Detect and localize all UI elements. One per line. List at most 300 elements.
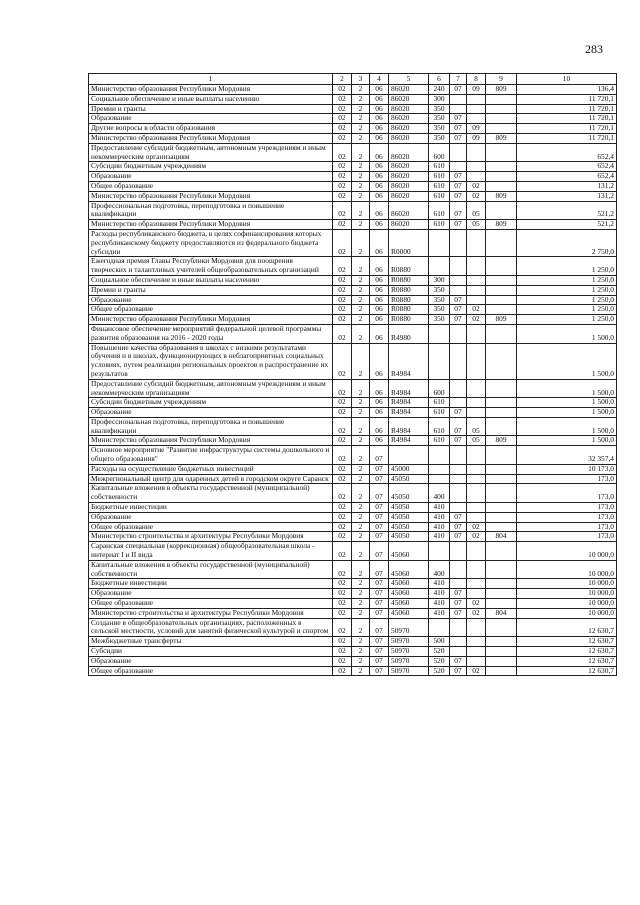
item-name-cell: Образование: [89, 172, 333, 182]
code-section-cell: 07: [450, 85, 467, 95]
item-name-cell: Министерство строительства и архитектуры Республики Мордовия: [89, 532, 333, 542]
code-section-cell: [450, 398, 467, 408]
code-section-cell: [450, 285, 467, 295]
code-section-cell: 07: [450, 220, 467, 230]
amount-cell: 1 250,0: [517, 315, 617, 325]
amount-cell: 1 500,0: [517, 343, 617, 379]
code-section-cell: 07: [450, 191, 467, 201]
code-event-cell: 07: [370, 446, 389, 465]
code-ministry-cell: [486, 181, 517, 191]
code-ministry-cell: [486, 229, 517, 256]
code-section-cell: [450, 503, 467, 513]
table-row: [89, 162, 617, 172]
code-program-cell: 02: [333, 464, 352, 474]
code-subprogram-cell: 2: [352, 201, 370, 220]
code-direction-cell: [389, 446, 429, 465]
item-name-cell: Бюджетные инвестиции: [89, 579, 333, 589]
code-event-cell: 06: [370, 85, 389, 95]
code-program-cell: 02: [333, 503, 352, 513]
code-ministry-cell: [486, 656, 517, 666]
code-subsection-cell: 02: [467, 315, 486, 325]
table-row: [89, 275, 617, 285]
code-ministry-cell: 809: [486, 436, 517, 446]
code-expense-type-cell: 410: [429, 532, 450, 542]
code-ministry-cell: [486, 114, 517, 124]
table-row: [89, 503, 617, 513]
code-subsection-cell: [467, 474, 486, 484]
code-subsection-cell: [467, 503, 486, 513]
code-subprogram-cell: 2: [352, 285, 370, 295]
code-program-cell: 02: [333, 124, 352, 134]
code-subsection-cell: [467, 579, 486, 589]
code-subprogram-cell: 2: [352, 94, 370, 104]
code-expense-type-cell: [429, 542, 450, 561]
table-row: [89, 512, 617, 522]
table-row: [89, 408, 617, 418]
code-section-cell: 07: [450, 124, 467, 134]
item-name-cell: Социальное обеспечение и иные выплаты населению: [89, 275, 333, 285]
code-expense-type-cell: 350: [429, 133, 450, 143]
code-expense-type-cell: 300: [429, 275, 450, 285]
code-direction-cell: 45050: [389, 484, 429, 503]
table-row: [89, 579, 617, 589]
table-row: [89, 220, 617, 230]
item-name-cell: Общее образование: [89, 305, 333, 315]
code-ministry-cell: [486, 522, 517, 532]
code-event-cell: 07: [370, 618, 389, 637]
item-name-cell: Общее образование: [89, 181, 333, 191]
code-section-cell: 07: [450, 133, 467, 143]
code-program-cell: 02: [333, 446, 352, 465]
code-event-cell: 07: [370, 637, 389, 647]
code-subprogram-cell: 2: [352, 275, 370, 285]
code-direction-cell: R4984: [389, 379, 429, 398]
code-program-cell: 02: [333, 324, 352, 343]
amount-cell: 1 250,0: [517, 285, 617, 295]
code-subprogram-cell: 2: [352, 324, 370, 343]
code-direction-cell: 45050: [389, 503, 429, 513]
code-subsection-cell: [467, 275, 486, 285]
page-number: 283: [585, 42, 603, 56]
code-ministry-cell: [486, 162, 517, 172]
code-program-cell: 02: [333, 637, 352, 647]
budget-table: [88, 73, 617, 676]
code-subsection-cell: [467, 162, 486, 172]
code-event-cell: 06: [370, 181, 389, 191]
amount-cell: 652,4: [517, 172, 617, 182]
code-event-cell: 06: [370, 104, 389, 114]
code-subsection-cell: [467, 143, 486, 162]
code-expense-type-cell: 410: [429, 589, 450, 599]
code-section-cell: 07: [450, 295, 467, 305]
code-ministry-cell: [486, 285, 517, 295]
code-ministry-cell: [486, 379, 517, 398]
code-subprogram-cell: 2: [352, 295, 370, 305]
code-direction-cell: 50970: [389, 647, 429, 657]
amount-cell: 173,0: [517, 532, 617, 542]
code-subprogram-cell: 2: [352, 398, 370, 408]
code-program-cell: 02: [333, 162, 352, 172]
amount-cell: 1 250,0: [517, 305, 617, 315]
code-subprogram-cell: 2: [352, 124, 370, 134]
code-subsection-cell: 02: [467, 191, 486, 201]
code-ministry-cell: [486, 666, 517, 676]
column-header: 2: [333, 74, 352, 85]
item-name-cell: Образование: [89, 512, 333, 522]
code-expense-type-cell: 300: [429, 94, 450, 104]
item-name-cell: Предоставление субсидий бюджетным, автономным учреждениям и иным некоммерческим организациям: [89, 143, 333, 162]
code-direction-cell: 50970: [389, 656, 429, 666]
item-name-cell: Образование: [89, 656, 333, 666]
code-section-cell: [450, 484, 467, 503]
code-expense-type-cell: 350: [429, 285, 450, 295]
code-event-cell: 07: [370, 474, 389, 484]
code-event-cell: 06: [370, 124, 389, 134]
code-section-cell: [450, 343, 467, 379]
amount-cell: 32 357,4: [517, 446, 617, 465]
code-program-cell: 02: [333, 589, 352, 599]
code-subsection-cell: [467, 647, 486, 657]
code-subprogram-cell: 2: [352, 589, 370, 599]
code-ministry-cell: [486, 275, 517, 285]
item-name-cell: Расходы на осуществление бюджетных инвестиций: [89, 464, 333, 474]
code-ministry-cell: [486, 589, 517, 599]
code-expense-type-cell: [429, 257, 450, 276]
code-program-cell: 02: [333, 408, 352, 418]
code-event-cell: 06: [370, 201, 389, 220]
code-subsection-cell: [467, 295, 486, 305]
code-ministry-cell: [486, 417, 517, 436]
item-name-cell: Министерство образования Республики Мордовия: [89, 133, 333, 143]
code-expense-type-cell: [429, 324, 450, 343]
table-row: [89, 637, 617, 647]
code-expense-type-cell: 610: [429, 398, 450, 408]
code-event-cell: 06: [370, 408, 389, 418]
code-section-cell: 07: [450, 172, 467, 182]
item-name-cell: Министерство образования Республики Мордовия: [89, 191, 333, 201]
code-section-cell: 07: [450, 408, 467, 418]
code-ministry-cell: [486, 542, 517, 561]
code-subprogram-cell: 2: [352, 181, 370, 191]
amount-cell: 1 500,0: [517, 379, 617, 398]
amount-cell: 1 250,0: [517, 295, 617, 305]
table-row: [89, 94, 617, 104]
code-direction-cell: R0880: [389, 257, 429, 276]
code-section-cell: 07: [450, 599, 467, 609]
code-event-cell: 07: [370, 542, 389, 561]
amount-cell: 10 000,0: [517, 608, 617, 618]
code-event-cell: 06: [370, 295, 389, 305]
code-program-cell: 02: [333, 229, 352, 256]
code-ministry-cell: [486, 484, 517, 503]
table-row: [89, 191, 617, 201]
code-ministry-cell: [486, 124, 517, 134]
code-subsection-cell: [467, 512, 486, 522]
code-subsection-cell: 05: [467, 220, 486, 230]
code-section-cell: [450, 257, 467, 276]
code-program-cell: 02: [333, 417, 352, 436]
table-row: [89, 398, 617, 408]
item-name-cell: Бюджетные инвестиции: [89, 503, 333, 513]
code-program-cell: 02: [333, 579, 352, 589]
code-subprogram-cell: 2: [352, 542, 370, 561]
code-direction-cell: R0880: [389, 305, 429, 315]
code-ministry-cell: [486, 512, 517, 522]
code-ministry-cell: [486, 143, 517, 162]
table-row: [89, 229, 617, 256]
code-ministry-cell: [486, 474, 517, 484]
amount-cell: 173,0: [517, 512, 617, 522]
code-event-cell: 06: [370, 315, 389, 325]
code-ministry-cell: [486, 305, 517, 315]
code-ministry-cell: [486, 503, 517, 513]
column-header: 1: [89, 74, 333, 85]
code-expense-type-cell: 240: [429, 85, 450, 95]
table-row: [89, 656, 617, 666]
code-subsection-cell: [467, 446, 486, 465]
code-subsection-cell: [467, 94, 486, 104]
amount-cell: 1 250,0: [517, 275, 617, 285]
code-subprogram-cell: 2: [352, 618, 370, 637]
code-expense-type-cell: 350: [429, 305, 450, 315]
code-expense-type-cell: 400: [429, 484, 450, 503]
code-expense-type-cell: 610: [429, 201, 450, 220]
code-section-cell: [450, 162, 467, 172]
code-event-cell: 07: [370, 579, 389, 589]
code-subsection-cell: 02: [467, 305, 486, 315]
item-name-cell: Образование: [89, 589, 333, 599]
code-direction-cell: 86020: [389, 201, 429, 220]
code-section-cell: [450, 275, 467, 285]
code-ministry-cell: [486, 579, 517, 589]
code-section-cell: 07: [450, 656, 467, 666]
table-row: [89, 315, 617, 325]
code-section-cell: [450, 618, 467, 637]
code-expense-type-cell: 350: [429, 114, 450, 124]
code-subprogram-cell: 2: [352, 379, 370, 398]
code-program-cell: 02: [333, 257, 352, 276]
code-ministry-cell: 809: [486, 191, 517, 201]
code-program-cell: 02: [333, 398, 352, 408]
code-event-cell: 06: [370, 305, 389, 315]
code-subsection-cell: 09: [467, 133, 486, 143]
amount-cell: 521,2: [517, 220, 617, 230]
amount-cell: 1 500,0: [517, 417, 617, 436]
code-ministry-cell: 809: [486, 220, 517, 230]
code-event-cell: 06: [370, 162, 389, 172]
code-expense-type-cell: [429, 474, 450, 484]
code-expense-type-cell: 610: [429, 436, 450, 446]
code-subsection-cell: [467, 257, 486, 276]
code-subprogram-cell: 2: [352, 162, 370, 172]
code-subsection-cell: 02: [467, 599, 486, 609]
code-direction-cell: R0880: [389, 315, 429, 325]
code-section-cell: [450, 579, 467, 589]
code-ministry-cell: [486, 295, 517, 305]
table-row: [89, 85, 617, 95]
table-row: [89, 560, 617, 579]
column-header: 3: [352, 74, 370, 85]
code-section-cell: [450, 560, 467, 579]
code-subprogram-cell: 2: [352, 560, 370, 579]
code-subsection-cell: [467, 324, 486, 343]
code-event-cell: 07: [370, 656, 389, 666]
code-ministry-cell: [486, 94, 517, 104]
code-ministry-cell: [486, 560, 517, 579]
code-direction-cell: 45060: [389, 608, 429, 618]
code-subsection-cell: 05: [467, 436, 486, 446]
amount-cell: 12 630,7: [517, 637, 617, 647]
code-event-cell: 06: [370, 220, 389, 230]
code-program-cell: 02: [333, 532, 352, 542]
code-section-cell: 07: [450, 305, 467, 315]
item-name-cell: Образование: [89, 114, 333, 124]
code-subprogram-cell: 2: [352, 474, 370, 484]
code-expense-type-cell: 520: [429, 666, 450, 676]
code-subsection-cell: [467, 379, 486, 398]
amount-cell: 521,2: [517, 201, 617, 220]
code-subprogram-cell: 2: [352, 599, 370, 609]
code-expense-type-cell: 410: [429, 579, 450, 589]
code-subsection-cell: 02: [467, 608, 486, 618]
table-row: [89, 143, 617, 162]
table-row: [89, 133, 617, 143]
code-program-cell: 02: [333, 522, 352, 532]
item-name-cell: Субсидии: [89, 647, 333, 657]
amount-cell: 11 720,1: [517, 114, 617, 124]
code-expense-type-cell: [429, 343, 450, 379]
amount-cell: 12 630,7: [517, 656, 617, 666]
code-direction-cell: R0880: [389, 295, 429, 305]
code-event-cell: 07: [370, 503, 389, 513]
code-subprogram-cell: 2: [352, 257, 370, 276]
code-subprogram-cell: 2: [352, 512, 370, 522]
table-row: [89, 305, 617, 315]
item-name-cell: Создание в общеобразовательных организациях, расположенных в сельской местности, условий для занятий физической культурой и спортом: [89, 618, 333, 637]
code-expense-type-cell: [429, 464, 450, 474]
item-name-cell: Министерство образования Республики Мордовия: [89, 85, 333, 95]
code-section-cell: [450, 379, 467, 398]
table-row: [89, 436, 617, 446]
code-subsection-cell: [467, 656, 486, 666]
code-program-cell: 02: [333, 172, 352, 182]
code-direction-cell: 45050: [389, 474, 429, 484]
code-ministry-cell: [486, 104, 517, 114]
amount-cell: 1 250,0: [517, 257, 617, 276]
code-program-cell: 02: [333, 295, 352, 305]
code-subsection-cell: [467, 637, 486, 647]
code-ministry-cell: [486, 599, 517, 609]
code-program-cell: 02: [333, 114, 352, 124]
code-ministry-cell: [486, 618, 517, 637]
item-name-cell: Капитальные вложения в объекты государственной (муниципальной) собственности: [89, 484, 333, 503]
code-section-cell: [450, 474, 467, 484]
column-header: 9: [486, 74, 517, 85]
code-ministry-cell: 809: [486, 133, 517, 143]
item-name-cell: Повышение качества образования в школах с низкими результатами обучения и в школах, функционирующих в неблагоприятных социальных условиях, путем реализации региональных проектов и распространение их результатов: [89, 343, 333, 379]
code-section-cell: 07: [450, 201, 467, 220]
code-subsection-cell: 05: [467, 201, 486, 220]
code-direction-cell: 86020: [389, 191, 429, 201]
table-row: [89, 484, 617, 503]
code-expense-type-cell: 610: [429, 162, 450, 172]
code-section-cell: [450, 143, 467, 162]
code-subprogram-cell: 2: [352, 408, 370, 418]
table-row: [89, 181, 617, 191]
table-row: [89, 522, 617, 532]
code-subprogram-cell: 2: [352, 343, 370, 379]
code-subsection-cell: [467, 114, 486, 124]
code-subsection-cell: [467, 229, 486, 256]
code-expense-type-cell: 410: [429, 608, 450, 618]
item-name-cell: Общее образование: [89, 522, 333, 532]
amount-cell: 10 000,0: [517, 579, 617, 589]
code-event-cell: 07: [370, 512, 389, 522]
code-subsection-cell: [467, 542, 486, 561]
code-ministry-cell: [486, 172, 517, 182]
item-name-cell: Премии и гранты: [89, 104, 333, 114]
code-program-cell: 02: [333, 656, 352, 666]
table-row: [89, 618, 617, 637]
code-direction-cell: R4984: [389, 398, 429, 408]
code-direction-cell: 45050: [389, 532, 429, 542]
item-name-cell: Предоставление субсидий бюджетным, автономным учреждениям и иным некоммерческим организациям: [89, 379, 333, 398]
code-program-cell: 02: [333, 343, 352, 379]
table-row: [89, 104, 617, 114]
item-name-cell: Субсидии бюджетным учреждениям: [89, 398, 333, 408]
code-expense-type-cell: 520: [429, 647, 450, 657]
table-row: [89, 608, 617, 618]
amount-cell: 11 720,1: [517, 94, 617, 104]
code-ministry-cell: [486, 446, 517, 465]
code-section-cell: [450, 229, 467, 256]
code-expense-type-cell: 350: [429, 104, 450, 114]
code-ministry-cell: [486, 343, 517, 379]
code-subprogram-cell: 2: [352, 647, 370, 657]
amount-cell: 11 720,1: [517, 124, 617, 134]
code-section-cell: 07: [450, 181, 467, 191]
code-expense-type-cell: [429, 229, 450, 256]
amount-cell: 173,0: [517, 474, 617, 484]
code-subsection-cell: 09: [467, 85, 486, 95]
item-name-cell: Субсидии бюджетным учреждениям: [89, 162, 333, 172]
code-section-cell: [450, 637, 467, 647]
code-subsection-cell: 02: [467, 181, 486, 191]
code-section-cell: [450, 324, 467, 343]
code-direction-cell: 86020: [389, 220, 429, 230]
code-subprogram-cell: 2: [352, 191, 370, 201]
amount-cell: 1 500,0: [517, 398, 617, 408]
code-subsection-cell: [467, 484, 486, 503]
table-row: [89, 542, 617, 561]
code-ministry-cell: [486, 201, 517, 220]
code-program-cell: 02: [333, 220, 352, 230]
code-subprogram-cell: 2: [352, 417, 370, 436]
table-body: [89, 85, 617, 676]
code-subprogram-cell: 2: [352, 220, 370, 230]
code-program-cell: 02: [333, 143, 352, 162]
code-subprogram-cell: 2: [352, 133, 370, 143]
amount-cell: 12 630,7: [517, 618, 617, 637]
code-subprogram-cell: 2: [352, 305, 370, 315]
code-direction-cell: 86020: [389, 94, 429, 104]
item-name-cell: Министерство строительства и архитектуры Республики Мордовия: [89, 608, 333, 618]
amount-cell: 652,4: [517, 162, 617, 172]
amount-cell: 12 630,7: [517, 666, 617, 676]
code-program-cell: 02: [333, 181, 352, 191]
column-header: 4: [370, 74, 389, 85]
table-row: [89, 324, 617, 343]
